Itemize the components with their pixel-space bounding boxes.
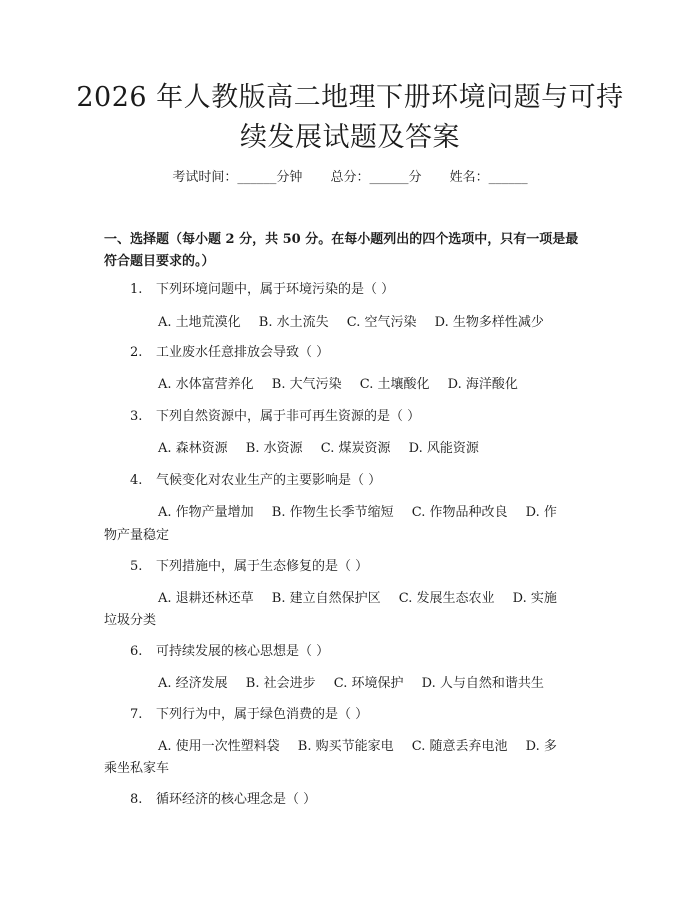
- question-text: 可持续发展的核心思想是（ ）: [156, 644, 330, 659]
- question-text: 下列环境问题中，属于环境污染的是（ ）: [156, 282, 395, 297]
- question-number: 2.: [130, 345, 143, 360]
- option-b: B. 水土流失: [258, 315, 329, 330]
- section-heading-line-1: 一、选择题（每小题 2 分，共 50 分。在每小题列出的四个选项中，只有一项是最: [104, 232, 579, 247]
- question-1: [130, 280, 394, 300]
- section-heading: [104, 229, 598, 273]
- page-title: [70, 78, 630, 158]
- option-c: C. 作物品种改良: [411, 505, 508, 520]
- option-c: C. 环境保护: [333, 676, 404, 691]
- question-1-options: [158, 312, 558, 334]
- question-text: 下列措施中，属于生态修复的是（ ）: [156, 559, 369, 574]
- title-line-2: 续发展试题及答案: [240, 122, 460, 153]
- question-number: 5.: [130, 559, 143, 574]
- option-a: A. 经济发展: [158, 676, 228, 691]
- section-heading-line-2: 符合题目要求的。）: [104, 254, 215, 269]
- question-4-options: [158, 502, 571, 524]
- question-6-options: [158, 673, 558, 695]
- option-c: C. 空气污染: [346, 315, 417, 330]
- question-3-options: [158, 438, 493, 460]
- option-a: A. 森林资源: [158, 441, 228, 456]
- question-number: 6.: [130, 644, 143, 659]
- question-7-option-wrap: 乘坐私家车: [104, 761, 170, 776]
- option-b: B. 水资源: [245, 441, 303, 456]
- option-d: D. 海洋酸化: [447, 377, 518, 392]
- question-text: 工业废水任意排放会导致（ ）: [156, 345, 330, 360]
- question-2: [130, 343, 329, 363]
- option-c: C. 发展生态农业: [398, 591, 495, 606]
- option-b: B. 大气污染: [271, 377, 342, 392]
- option-d: D. 多: [525, 739, 557, 754]
- question-4-option-wrap: 物产量稳定: [104, 528, 170, 543]
- question-7: [130, 705, 368, 725]
- question-3: [130, 407, 420, 427]
- option-c: C. 随意丢弃电池: [411, 739, 508, 754]
- question-8: [130, 790, 316, 810]
- option-c: C. 土壤酸化: [359, 377, 430, 392]
- question-5-options: [158, 588, 571, 610]
- option-b: B. 建立自然保护区: [271, 591, 381, 606]
- option-d: D. 实施: [512, 591, 557, 606]
- option-b: B. 购买节能家电: [297, 739, 394, 754]
- question-number: 3.: [130, 409, 143, 424]
- question-number: 1.: [130, 282, 143, 297]
- question-7-options: [158, 736, 571, 758]
- question-text: 下列自然资源中，属于非可再生资源的是（ ）: [156, 409, 421, 424]
- option-a: A. 作物产量增加: [158, 505, 254, 520]
- option-b: B. 作物生长季节缩短: [271, 505, 394, 520]
- question-text: 下列行为中，属于绿色消费的是（ ）: [156, 707, 369, 722]
- option-d: D. 作: [525, 505, 557, 520]
- option-d: D. 风能资源: [408, 441, 479, 456]
- option-d: D. 人与自然和谐共生: [421, 676, 544, 691]
- option-a: A. 使用一次性塑料袋: [158, 739, 280, 754]
- question-number: 4.: [130, 473, 143, 488]
- question-text: 循环经济的核心理念是（ ）: [156, 792, 317, 807]
- exam-info: [0, 168, 700, 188]
- question-5-option-wrap: 垃圾分类: [104, 613, 157, 628]
- question-number: 8.: [130, 792, 143, 807]
- question-2-options: [158, 374, 532, 396]
- option-d: D. 生物多样性减少: [434, 315, 544, 330]
- exam-name: 姓名：______: [449, 170, 528, 185]
- option-c: C. 煤炭资源: [320, 441, 391, 456]
- option-a: A. 水体富营养化: [158, 377, 254, 392]
- title-line-1: 2026 年人教版高二地理下册环境问题与可持: [76, 82, 624, 113]
- question-text: 气候变化对农业生产的主要影响是（ ）: [156, 473, 382, 488]
- exam-time: 考试时间：______分钟: [172, 170, 303, 185]
- option-a: A. 退耕还林还草: [158, 591, 254, 606]
- question-4: [130, 471, 381, 491]
- option-b: B. 社会进步: [245, 676, 316, 691]
- question-6: [130, 642, 329, 662]
- question-5: [130, 557, 368, 577]
- exam-total-score: 总分：______分: [330, 170, 422, 185]
- question-number: 7.: [130, 707, 143, 722]
- option-a: A. 土地荒漠化: [158, 315, 241, 330]
